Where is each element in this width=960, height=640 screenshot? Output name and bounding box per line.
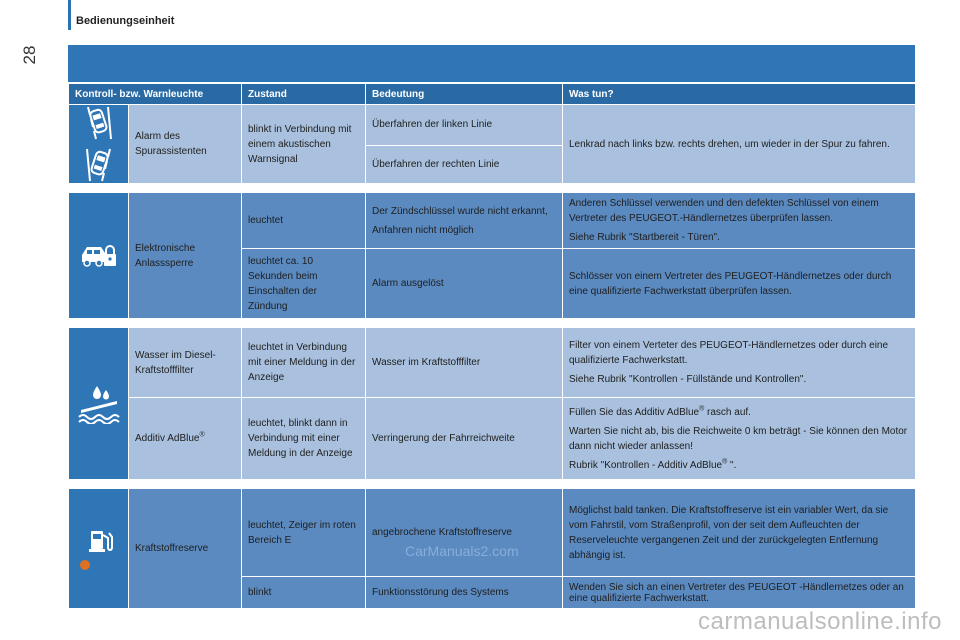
- fuel-state-1: leuchtet, Zeiger im roten Bereich E: [242, 489, 366, 577]
- adblue-state: leuchtet, blinkt dann in Verbindung mit einer Meldung in der Anzeige: [242, 398, 366, 480]
- watermark-carmanuals2: CarManuals2.com: [405, 543, 519, 559]
- header-state: Zustand: [242, 84, 366, 105]
- immobiliser-meaning-1a: Der Zündschlüssel wurde nicht erkannt,: [372, 205, 548, 217]
- water-meaning: Wasser im Kraftstofffilter: [366, 328, 563, 398]
- table-top-band: [68, 45, 915, 82]
- immobiliser-meaning-1: [366, 193, 563, 249]
- fuel-reserve-icon: [69, 525, 128, 573]
- table-header-row: [69, 84, 916, 105]
- water-in-fuel-icon: [69, 384, 128, 424]
- lane-icons-cell: [69, 105, 129, 184]
- lane-departure-right-icon: [69, 147, 128, 183]
- immobiliser-state-2: leuchtet ca. 10 Sekunden beim Einschalten der Zündung: [242, 249, 366, 319]
- header-light: Kontroll- bzw. Warnleuchte: [69, 84, 242, 105]
- lane-state: blinkt in Verbindung mit einem akustischen Warnsignal: [242, 105, 366, 184]
- fuel-meaning-1: angebrochene Kraftstoffreserve: [366, 489, 563, 577]
- lane-meaning-left: Überfahren der linken Linie: [366, 105, 563, 146]
- fuel-action-2: Wenden Sie sich an einen Vertreter des PEUGEOT -Händlernetzes oder an eine qualifizierte Fachwerkstatt.: [563, 577, 916, 609]
- fuel-action-1: Möglichst bald tanken. Die Kraftstoffreserve ist ein variabler Wert, da sie vom Fahrstil, vom Straßenprofil, von der seit dem Aufleuchten der Reserveleuchte vergangenen Zeit und der zurückgelegten Entfernung abhängig ist.: [563, 489, 916, 577]
- adblue-action: [563, 398, 916, 480]
- immobiliser-action-2: Schlösser von einem Vertreter des PEUGEOT-Händlernetzes oder durch eine qualifizierte Fachwerkstatt überprüfen lassen.: [563, 249, 916, 319]
- immobiliser-action-1a: Anderen Schlüssel verwenden und den defekten Schlüssel von einem Vertreter des PEUGEOT.-Händlernetzes überprüfen lassen.: [569, 198, 879, 224]
- lane-departure-left-icon: [69, 105, 128, 141]
- water-action: [563, 328, 916, 398]
- immobiliser-car-lock-icon: [69, 240, 128, 272]
- immobiliser-action-1: [563, 193, 916, 249]
- watermark-footer: carmanualsonline.info: [698, 608, 942, 635]
- immobiliser-state-1: leuchtet: [242, 193, 366, 249]
- adblue-action-2: Warten Sie nicht ab, bis die Reichweite 0 km beträgt - Sie können den Motor dann nicht wieder anlassen!: [569, 425, 908, 452]
- immobiliser-meaning-1b: Anfahren nicht möglich: [372, 224, 474, 236]
- header-action: Was tun?: [563, 84, 916, 105]
- lane-light-name: Alarm des Spurassistenten: [129, 105, 242, 184]
- header-meaning: Bedeutung: [366, 84, 563, 105]
- lane-action: Lenkrad nach links bzw. rechts drehen, um wieder in der Spur zu fahren.: [563, 105, 916, 184]
- fuel-light-name: Kraftstoffreserve: [129, 489, 242, 609]
- water-action-1: Filter von einem Verteter des PEUGEOT-Händlernetzes oder durch eine qualifizierte Fachwerkstatt.: [569, 340, 889, 366]
- table-row: [69, 193, 916, 249]
- adblue-action-3: Rubrik "Kontrollen - Additiv AdBlue® ".: [569, 458, 737, 471]
- adblue-reg-mark: ®: [199, 431, 205, 439]
- immobiliser-action-1b: Siehe Rubrik "Startbereit - Türen".: [569, 232, 720, 243]
- immobiliser-icon-cell: [69, 193, 129, 319]
- table-row: [69, 489, 916, 577]
- fuel-icon-cell: [69, 489, 129, 609]
- table-row: [69, 328, 916, 398]
- fuel-meaning-2: Funktionsstörung des Systems: [366, 577, 563, 609]
- immobiliser-light-name: Elektronische Anlasssperre: [129, 193, 242, 319]
- warning-lights-table: [68, 83, 916, 609]
- water-icon-cell: [69, 328, 129, 480]
- page-number: 28: [20, 45, 39, 65]
- adblue-meaning: Verringerung der Fahrreichweite: [366, 398, 563, 480]
- fuel-state-2: blinkt: [242, 577, 366, 609]
- section-title: Bedienungseinheit: [76, 15, 175, 27]
- adblue-action-1: Füllen Sie das Additiv AdBlue® rasch auf.: [569, 405, 751, 418]
- table-row: [69, 105, 916, 146]
- page-edge-bar: [68, 0, 71, 30]
- immobiliser-meaning-2: Alarm ausgelöst: [366, 249, 563, 319]
- table-row: [69, 398, 916, 480]
- water-light-name: Wasser im Diesel-Kraftstofffilter: [129, 328, 242, 398]
- adblue-light-name: [129, 398, 242, 480]
- water-action-2: Siehe Rubrik "Kontrollen - Füllstände und Kontrollen".: [569, 374, 807, 385]
- lane-meaning-right: Überfahren der rechten Linie: [366, 145, 563, 184]
- water-state: leuchtet in Verbindung mit einer Meldung in der Anzeige: [242, 328, 366, 398]
- adblue-name-text: Additiv AdBlue: [135, 433, 200, 444]
